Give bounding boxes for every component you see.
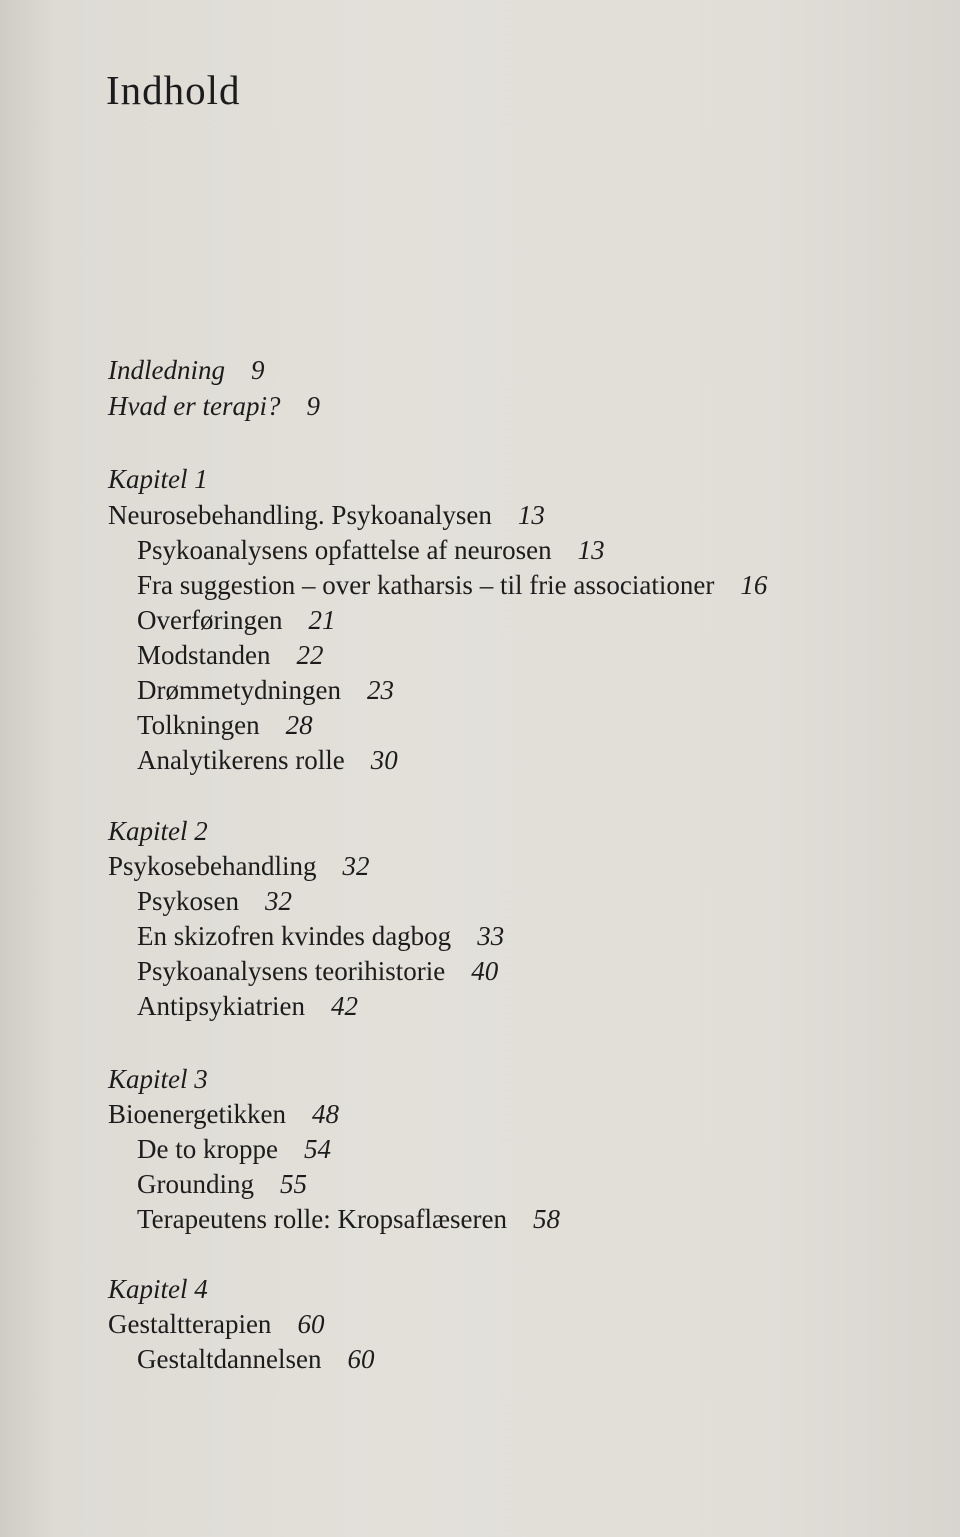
toc-entry-page: 23 xyxy=(366,675,394,705)
toc-entry-label: Drømmetydningen xyxy=(137,675,341,705)
toc-entry-label: Psykoanalysens teorihistorie xyxy=(137,956,446,986)
toc-section-entry xyxy=(137,1132,331,1166)
toc-entry-page: 48 xyxy=(311,1099,339,1129)
toc-entry-label: Gestaltterapien xyxy=(108,1309,272,1339)
toc-section-entry xyxy=(137,1342,374,1376)
chapter-heading: Kapitel 1 xyxy=(108,464,208,494)
toc-entry-label: Psykosebehandling xyxy=(108,851,317,881)
toc-entry-page: 28 xyxy=(285,710,313,740)
toc-section-entry xyxy=(137,673,394,707)
toc-entry-page: 58 xyxy=(532,1204,560,1234)
toc-entry-page: 55 xyxy=(280,1169,307,1199)
toc-section-entry xyxy=(137,989,358,1023)
chapter-main-entry xyxy=(108,1307,324,1341)
toc-entry-page: 32 xyxy=(342,851,370,881)
toc-entry-label: Hvad er terapi? xyxy=(108,391,281,421)
toc-entry-label: Antipsykiatrien xyxy=(137,991,305,1021)
toc-section-entry xyxy=(137,743,398,777)
toc-entry-label: Modstanden xyxy=(137,640,271,670)
toc-entry-page: 32 xyxy=(265,886,293,916)
toc-entry-page: 54 xyxy=(303,1134,331,1164)
chapter-main-entry xyxy=(108,849,370,883)
toc-entry-page: 60 xyxy=(297,1309,325,1339)
toc-entry-label: De to kroppe xyxy=(137,1134,278,1164)
toc-entry-page: 16 xyxy=(740,570,768,600)
toc-entry-label: Indledning xyxy=(108,355,225,385)
toc-entry-label: Tolkningen xyxy=(137,710,260,740)
toc-entry-label: Gestaltdannelsen xyxy=(137,1344,322,1374)
toc-entry-page: 22 xyxy=(296,640,324,670)
toc-entry-page: 42 xyxy=(330,991,358,1021)
toc-section-entry xyxy=(137,1167,307,1201)
toc-entry-page: 21 xyxy=(308,605,336,635)
chapter-heading: Kapitel 4 xyxy=(108,1274,208,1304)
toc-entry-label: Terapeutens rolle: Kropsaflæseren xyxy=(137,1204,507,1234)
toc-section-entry xyxy=(137,708,313,742)
toc-entry-label: Neurosebehandling. Psykoanalysen xyxy=(108,500,492,530)
toc-section-entry xyxy=(137,884,292,918)
toc-section-entry xyxy=(137,1202,560,1236)
toc-entry-page: 9 xyxy=(250,355,265,385)
toc-entry-page: 40 xyxy=(471,956,499,986)
toc-entry-indledning xyxy=(108,353,264,387)
toc-entry-label: En skizofren kvindes dagbog xyxy=(137,921,452,951)
toc-entry-hvad-er-terapi xyxy=(108,389,320,423)
toc-entry-label: Psykoanalysens opfattelse af neurosen xyxy=(137,535,552,565)
toc-entry-label: Grounding xyxy=(137,1169,254,1199)
toc-entry-label: Overføringen xyxy=(137,605,283,635)
toc-entry-label: Bioenergetikken xyxy=(108,1099,286,1129)
chapter-main-entry xyxy=(108,498,545,532)
toc-entry-page: 13 xyxy=(517,500,545,530)
page-title: Indhold xyxy=(106,67,241,113)
chapter-heading: Kapitel 3 xyxy=(108,1064,208,1094)
chapter-main-entry xyxy=(108,1097,339,1131)
toc-section-entry xyxy=(137,919,504,953)
toc-section-entry xyxy=(137,603,335,637)
toc-entry-page: 60 xyxy=(347,1344,375,1374)
toc-entry-page: 30 xyxy=(370,745,398,775)
toc-entry-page: 13 xyxy=(577,535,605,565)
toc-section-entry xyxy=(137,533,605,567)
toc-section-entry xyxy=(137,568,767,602)
toc-entry-label: Psykosen xyxy=(137,886,240,916)
toc-entry-label: Analytikerens rolle xyxy=(137,745,345,775)
chapter-heading: Kapitel 2 xyxy=(108,816,208,846)
toc-section-entry xyxy=(137,954,498,988)
toc-entry-label: Fra suggestion – over katharsis – til frie associationer xyxy=(137,570,715,600)
toc-section-entry xyxy=(137,638,323,672)
toc-entry-page: 33 xyxy=(477,921,505,951)
toc-entry-page: 9 xyxy=(306,391,320,421)
